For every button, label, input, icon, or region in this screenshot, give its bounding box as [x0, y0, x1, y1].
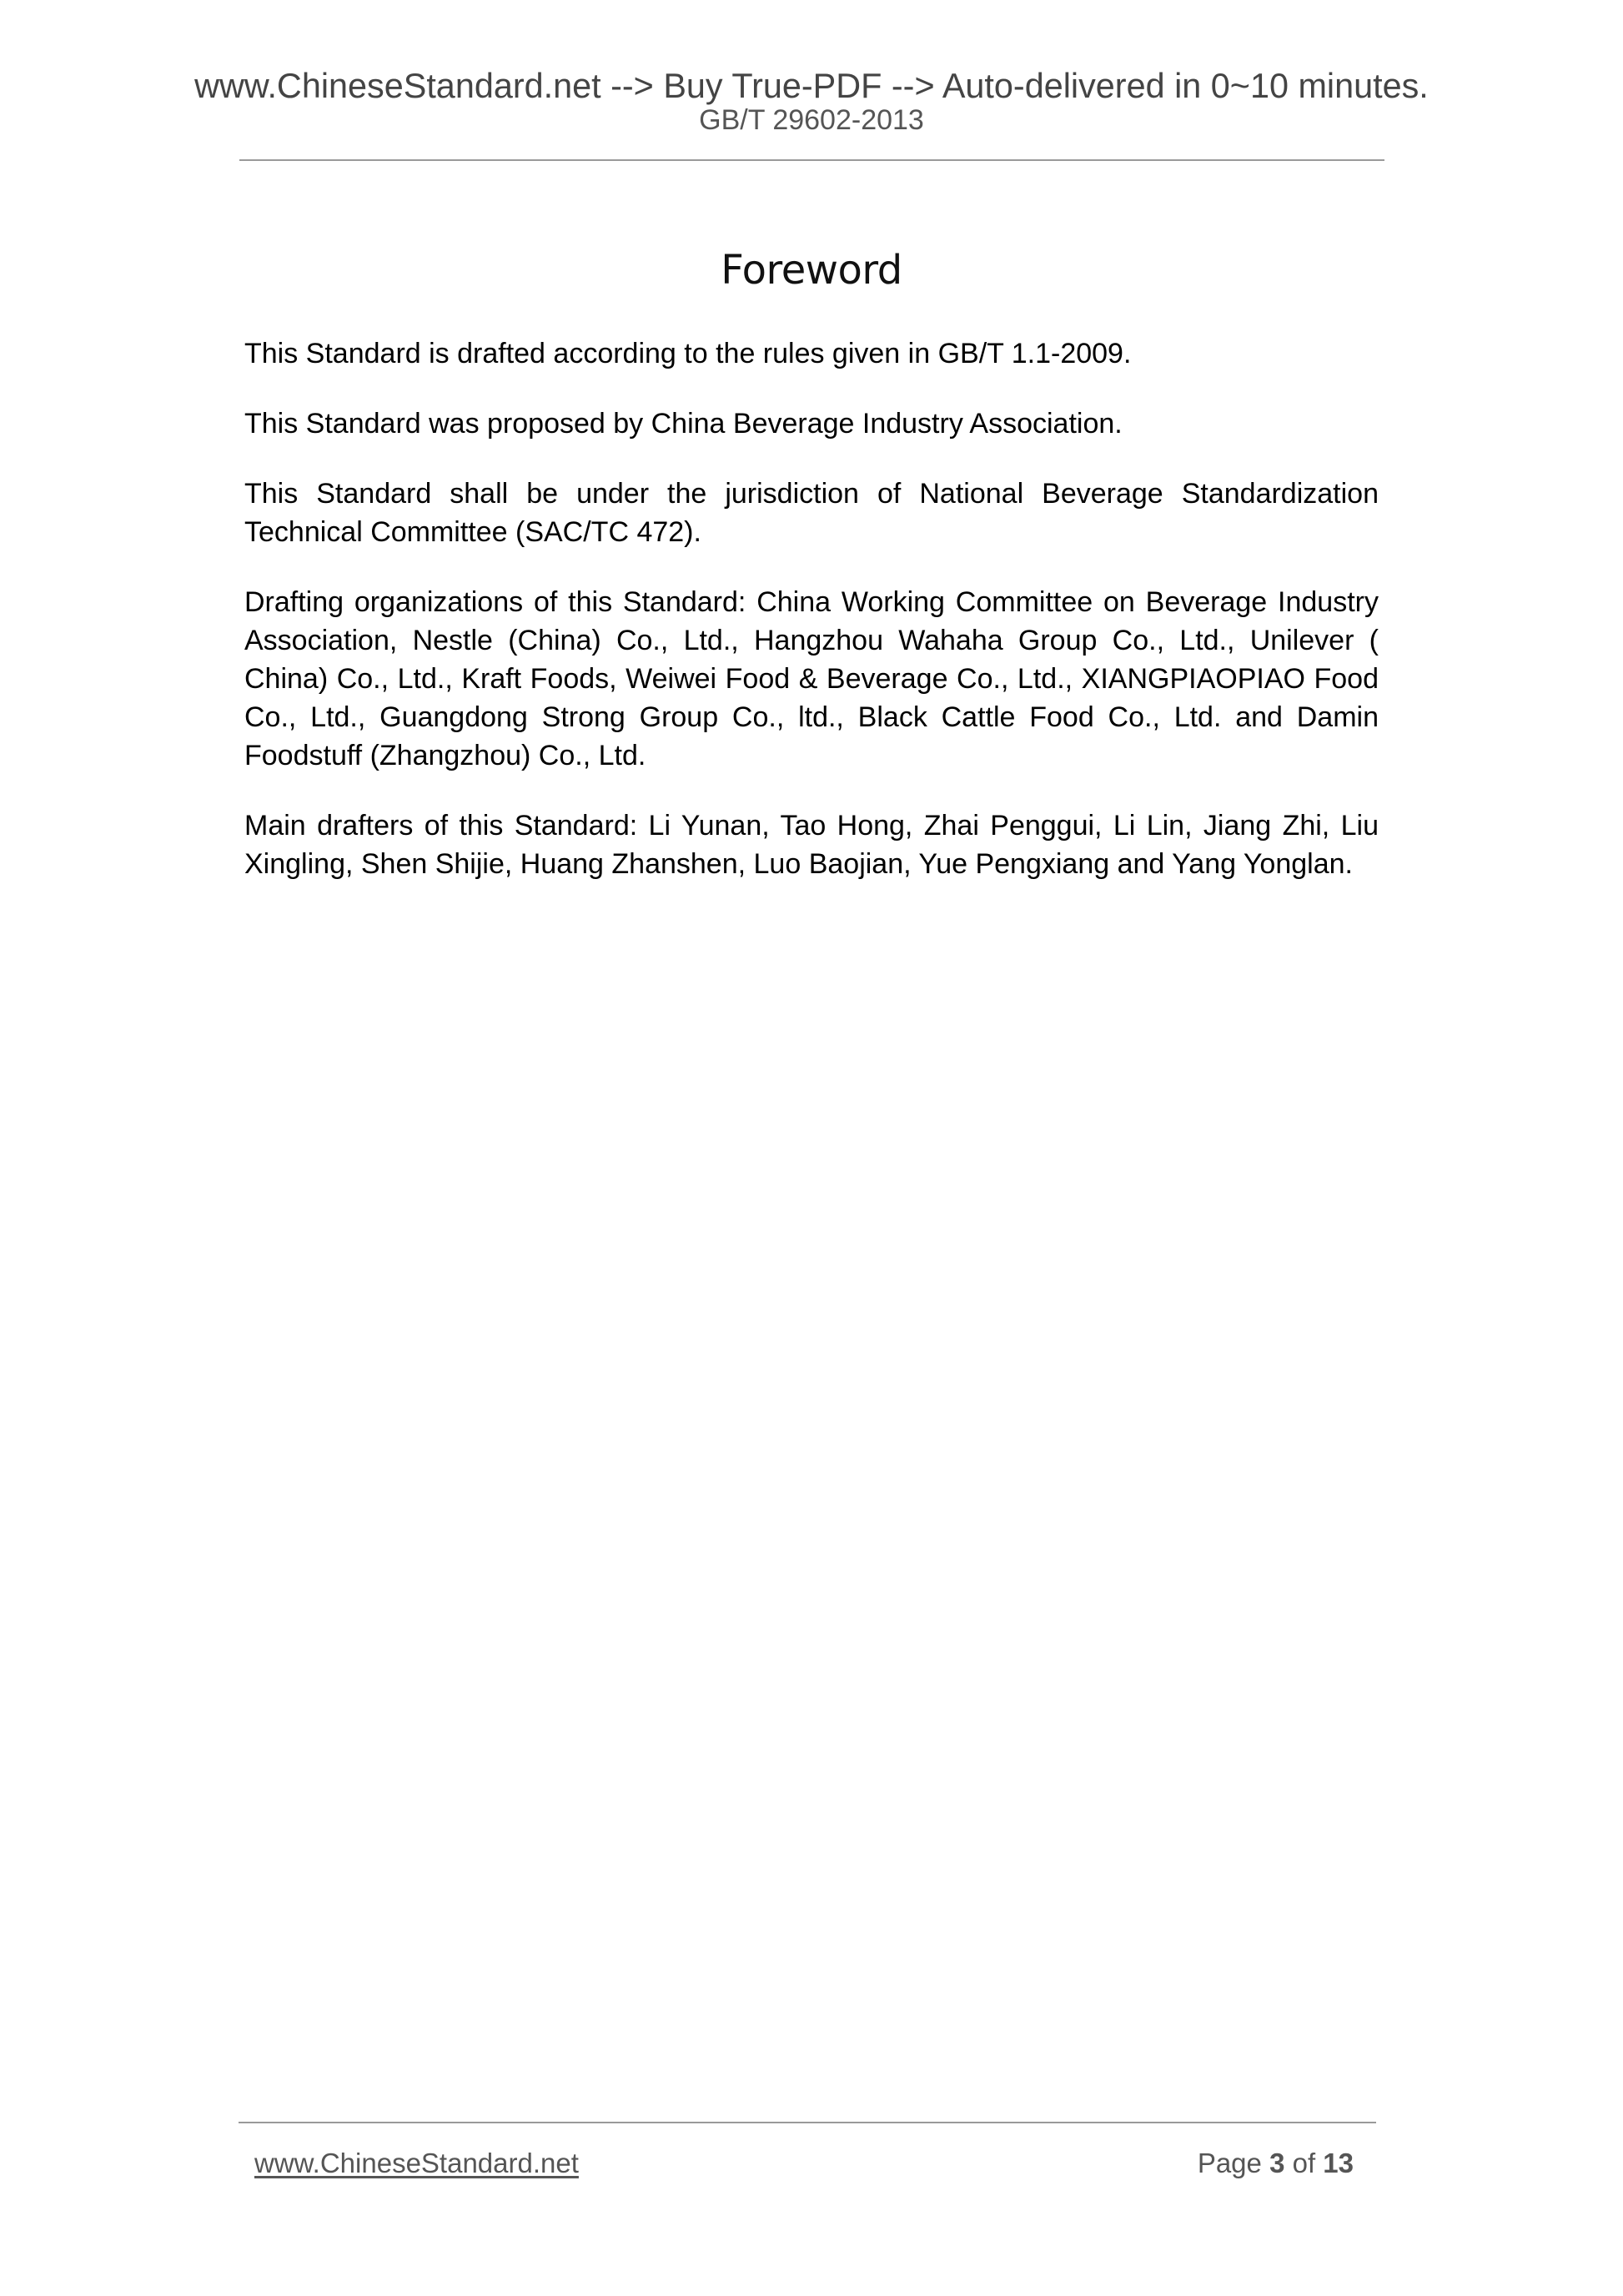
- paragraph-proposer: This Standard was proposed by China Beverage Industry Association.: [244, 408, 1123, 440]
- header-banner: www.ChineseStandard.net --> Buy True-PDF --> Auto-delivered in 0~10 minutes.: [194, 66, 1429, 105]
- paragraph-main-drafters: Main drafters of this Standard: Li Yunan, Tao Hong, Zhai Penggui, Li Lin, Jiang Zhi, Liu Xingling, Shen Shijie, Huang Zhanshen, Luo Baojian, Yue Pengxiang and Yang Yonglan.: [244, 810, 1379, 880]
- paragraph-drafting-organizations: Drafting organizations of this Standard: China Working Committee on Beverage Industry Association, Nestle (China) Co., Ltd., Hangzhou Wahaha Group Co., Ltd., Unilever ( China) Co., Ltd., Kraft Foods, Weiwei Food & Beverage Co., Ltd., XIANGPIAOPIAO Food Co., Ltd., Guangdong Strong Group Co., ltd., Black Cattle Food Co., Ltd. and Damin Foodstuff (Zhangzhou) Co., Ltd.: [244, 586, 1379, 771]
- footer-website-link[interactable]: www.ChineseStandard.net: [254, 2148, 579, 2178]
- footer-divider: [239, 2122, 1376, 2123]
- page-title: Foreword: [721, 247, 902, 294]
- page-indicator: [1198, 2147, 1354, 2180]
- page-current: 3: [1269, 2148, 1285, 2178]
- page-prefix: Page: [1197, 2148, 1270, 2178]
- standard-code: GB/T 29602-2013: [699, 104, 924, 136]
- paragraph-jurisdiction: This Standard shall be under the jurisdiction of National Beverage Standardization Technical Committee (SAC/TC 472).: [244, 478, 1379, 548]
- page-total: 13: [1323, 2148, 1354, 2178]
- page-of: of: [1284, 2148, 1324, 2178]
- paragraph-drafting-rules: This Standard is drafted according to the rules given in GB/T 1.1-2009.: [244, 338, 1132, 369]
- header-divider: [239, 159, 1384, 161]
- document-body: [244, 334, 1379, 915]
